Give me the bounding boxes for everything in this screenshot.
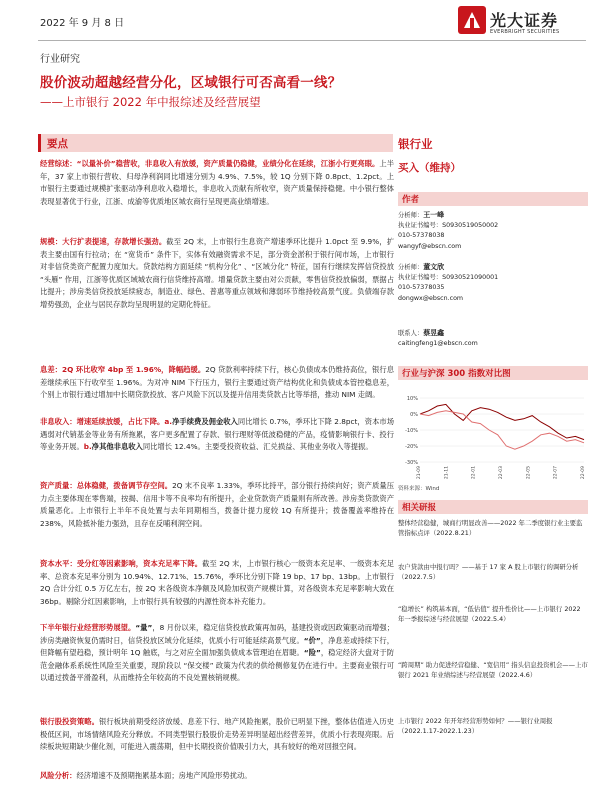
para-scale (40, 236, 394, 312)
chart-ytick-label: 10% (406, 396, 418, 402)
report-date: 2022 年 9 月 8 日 (40, 18, 125, 29)
related-report-3[interactable]: “稳增长” 构筑基本面，“低估值” 提升性价比——上市银行 2022 年一季报综述与经营展望（2022.5.4） (398, 605, 581, 623)
para-nim (40, 364, 394, 402)
logo-text-en: EVERBRIGHT SECURITIES (490, 29, 560, 35)
analyst-1-email[interactable]: wangyf@ebscn.com (398, 242, 462, 250)
chart-ytick-label: -10% (405, 428, 418, 434)
index-chart (398, 384, 588, 480)
para-capital (40, 558, 394, 608)
related-report-4[interactable]: “跨周期” 助力促进经营稳健、“宽信用” 指头信息投资机会——上市银行 2021 年业绩综述与经营展望（2022.4.6） (398, 661, 588, 679)
chart-ytick-label: -30% (405, 460, 418, 466)
para-strategy (40, 716, 394, 754)
key-points-label: 要点 (47, 138, 68, 150)
report-title: 股价波动超越经营分化，区域银行可否高看一线？ (40, 75, 342, 91)
para-outlook-b1: ，8 月份以来，稳定信贷投放政策再加码，基建投资或因政策驱动而增强；涉房类融资恢复仍需时日，信贷投放区域分化延续，优质小行可能延续高景气度。 (40, 623, 394, 645)
analyst-1-role: 分析师： (398, 212, 424, 219)
analyst-1-phone: 010-57378038 (398, 232, 445, 240)
contact-name: 蔡昱鑫 (423, 329, 445, 337)
para-noninterest-a-label: a. (164, 417, 173, 426)
related-report-1[interactable]: 整体经营稳健，城商行明显改善——2022 年二季度银行业主要监管指标点评（2022.8.21） (398, 519, 583, 537)
chart-title: 行业与沪深 300 指数对比图 (402, 369, 511, 379)
contact (398, 328, 588, 349)
para-asset-quality-head: 资产质量：总体稳健，拨备调节存空间。 (40, 481, 173, 490)
para-risk (40, 770, 394, 783)
para-overview (40, 158, 394, 208)
para-scale-head: 规模：大行扩表提速，存款增长强劲。 (40, 237, 167, 246)
para-noninterest-b-label: b. (83, 442, 92, 452)
chart-xtick-label: 21-09 (417, 466, 422, 480)
related-report-2[interactable]: 农户贷款由中报行吗？——基于 17 家 A 股上市银行的调研分析（2022.7.5） (398, 563, 579, 581)
para-strategy-body: 银行板块前期受经济放缓、息差下行、地产风险拖累，股价已明显下挫，整体估值进入历史极低区间，市场情绪风险充分释放。不同类型银行股股价走势差异明显超出经营差异，优质小行表现亮眼。后续板块短期缺少催化剂，可能进入震荡期，但中长期投资价值吸引力大，具有较好的绝对回报空间。 (40, 717, 394, 752)
contact-email[interactable]: caitingfeng1@ebscn.com (398, 340, 478, 348)
chart-ytick-label: 0% (410, 412, 418, 418)
para-asset-quality (40, 480, 394, 530)
para-strategy-head: 银行股投资策略。 (40, 717, 100, 726)
chart-xtick-label: 22-01 (471, 466, 477, 480)
para-overview-head: 经营综述：“以量补价”稳营收，非息收入有放缓，资产质量仍稳健，业绩分化在延续，江浙小行更亮眼。 (40, 159, 380, 168)
para-noninterest-b-head: 净其他非息收入 (91, 442, 143, 452)
para-noninterest (40, 416, 394, 454)
related-reports-header (398, 500, 588, 514)
key-points-header (38, 134, 393, 152)
chart-xtick-label: 22-07 (553, 466, 559, 480)
related-reports-label: 相关研报 (402, 503, 437, 513)
contact-role: 联系人： (398, 330, 424, 337)
chart-series-line-1 (420, 404, 584, 439)
report-category: 行业研究 (40, 54, 80, 65)
para-outlook-q2: “价” (303, 635, 321, 645)
para-noninterest-b-body: 同比增长 12.4%。主要受投资收益、汇兑损益、其他业务收入等提振。 (142, 442, 373, 452)
chart-ytick-label: -20% (405, 444, 418, 450)
para-risk-body: 经济增速不及预期拖累基本面；房地产风险形势扰动。 (76, 771, 252, 780)
header-divider (38, 40, 586, 41)
para-nim-head: 息差：2Q 环比收窄 4bp 至 1.96%，降幅趋缓。 (40, 365, 206, 374)
report-subtitle: ——上市银行 2022 年中报综述及经营展望 (40, 95, 261, 109)
authors-label: 作者 (402, 195, 420, 205)
para-asset-quality-body: 2Q 末不良率 1.33%，季环比持平，部分银行持续向好；资产质量压力点主要体现在零售端，按揭、信用卡等不良率均有所提升，企业贷款资产质量则有所改善。涉房类贷款资产质量恶化。上市银行上半年不良处置与去年同期相当，拨备计提力度较 1Q 有所提升；拨备覆盖率维持在 238%，风险抵补能力强劲，且存在反哺利润空间。 (40, 481, 394, 528)
industry-name: 银行业 (398, 137, 433, 151)
para-capital-body: 截至 2Q 末，上市银行核心一级资本充足率、一级资本充足率、总资本充足率分别为 10.94%、12.71%、15.76%，季环比分别下降 19 bp、17 bp、13bp。上市银行 2Q 合计分红 0.5 万亿左右，按 2Q 末各级资本净额及风险加权资产规模计算，对各级资本充足率影响大致在 36bp。剔除分红因素影响，上市银行具有较强的内源性资本补充能力。 (40, 559, 395, 606)
analyst-1-name: 王一峰 (423, 211, 445, 219)
para-risk-head: 风险分析： (40, 771, 77, 780)
para-noninterest-head: 非息收入：增速延续放缓，占比下降。 (40, 417, 165, 426)
chart-source: 资料来源：Wind (398, 486, 440, 492)
rating: 买入（维持） (398, 162, 461, 174)
chart-xtick-label: 22-09 (581, 466, 586, 480)
para-outlook-head: 下半年银行业经营形势展望。 (40, 623, 136, 632)
para-outlook (40, 622, 394, 685)
logo-mark-icon (458, 6, 486, 34)
analyst-1-license: 执业证书编号：S0930519050002 (398, 222, 499, 230)
para-noninterest-a-head: 净手续费及佣金收入 (172, 417, 238, 426)
analyst-2 (398, 262, 588, 304)
para-outlook-q3: “险” (303, 648, 321, 658)
chart-header (398, 366, 588, 380)
analyst-1 (398, 210, 588, 252)
related-report-5[interactable]: 上市银行 2022 年开年经营形势如何？——银行业周报（2022.1.17-2022.1.23） (398, 717, 553, 735)
analyst-2-name: 董文欣 (423, 263, 445, 271)
analyst-2-email[interactable]: dongwx@ebscn.com (398, 294, 464, 302)
chart-xtick-label: 22-03 (499, 466, 504, 480)
para-capital-head: 资本水平：受分红等因素影响，资本充足率下降。 (40, 559, 203, 568)
authors-header (398, 192, 588, 206)
index-chart-svg (398, 384, 588, 480)
company-logo (458, 4, 588, 44)
para-nim-body: 2Q 贷款利率持续下行，核心负债成本仍维持高位，银行息差继续承压下行收窄至 1.96%。为对冲 NIM 下行压力，银行主要通过资产结构优化和负债成本管控稳息差，个别上市银行通过增加中长期贷款投放、客户风险下沉以及提升信用类贷款占比等举措，推动 NIM 走阔。 (40, 365, 394, 400)
para-outlook-q1: “量” (135, 623, 153, 632)
para-scale-body: 截至 2Q 末，上市银行生息资产增速季环比提升 1.0pct 至 9.9%，扩表主要由国有行拉动；在 “宽货币” 条件下，实体有效融资需求不足，部分资金淤积于银行间市场，上市银行对非信贷类资产配置力度加大。贷款结构方面延续 “机构分化” 、“区域分化” 特征，国有行继续发挥信贷投放 “头雁” 作用，江浙等优质区域城农商行信贷维持高增。增量贷款主要由对公贡献，零售信贷投放偏弱，票据占比提升；涉房类信贷投放延续疲态，制造业、绿色、普惠等重点领域和薄弱环节维持较高景气度。负债端存款增势强劲，企业与居民存款均呈现明显的定期化特征。 (40, 237, 394, 309)
chart-xtick-label: 21-11 (444, 466, 450, 480)
chart-xtick-label: 22-05 (526, 466, 532, 480)
analyst-2-role: 分析师： (398, 264, 424, 271)
logo-text-cn: 光大证券 (490, 11, 559, 30)
para-outlook-b3: ，稳定经济大盘对于防范金融体系系统性风险至关重要，现阶段以 “保交楼” 政策为代表的供给侧修复仍在进行中。主要商业银行可以通过拨备平滑盈利，从而维持全年较高的不良处置核销规模。 (40, 648, 395, 683)
para-noninterest-a-body: 同比增长 0.7%，季环比下降 2.8pct，资本市场遇弱对代销基金等业务有所拖累，客户更多配置了存款、银行理财等低波稳健的产品，疫情影响银行卡、投行等业务开展。 (40, 417, 394, 452)
para-overview-body: 上半年，37 家上市银行营收、归母净利润同比增速分别为 4.9%、7.5%，较 1Q 分别下降 0.8pct、1.2pct。上市银行主要通过规模扩张驱动净利息收入稳增长，非息收入贡献有所收窄，资产质量保持稳健。中小银行整体表现显著优于行业，江浙、成渝等优质地区城农商行呈现更高业绩增速。 (40, 159, 394, 206)
analyst-2-license: 执业证书编号：S0930521090001 (398, 274, 499, 282)
analyst-2-phone: 010-57378035 (398, 284, 445, 292)
para-outlook-b2: ，净息差或持续下行，但降幅有望趋稳，预计明年 1Q 触底，与之对应全面加强负债成本管理迫在眉睫。 (40, 635, 395, 658)
